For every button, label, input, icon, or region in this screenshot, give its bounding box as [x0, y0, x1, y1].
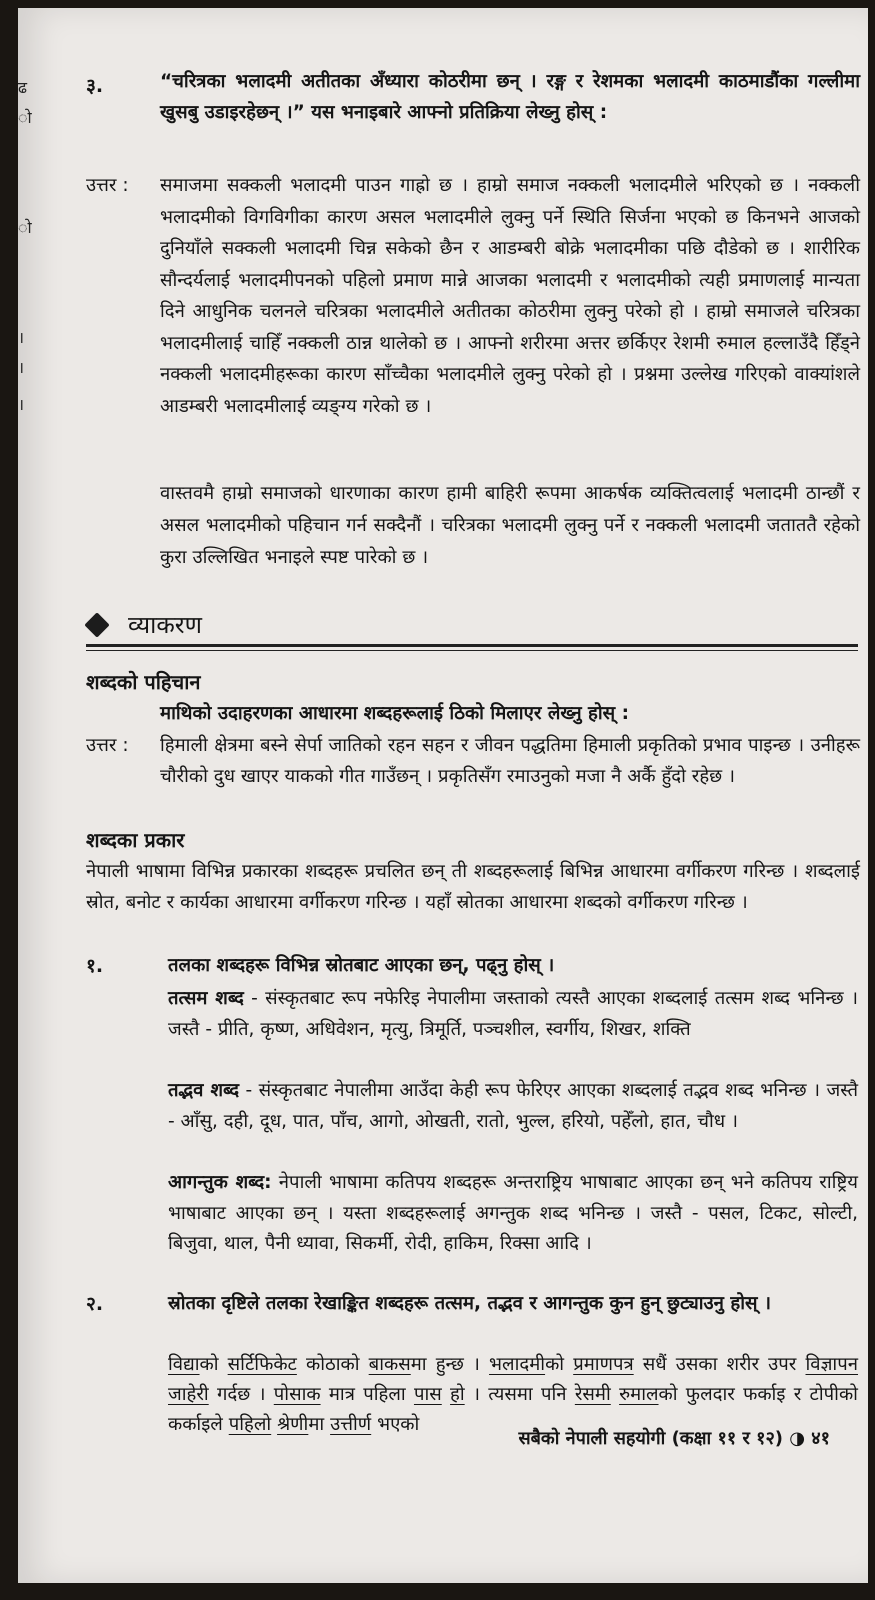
item-heading: स्रोतका दृष्टिले तलका रेखाङ्कित शब्दहरू तत्सम, तद्भव र आगन्तुक कुन हुन् छुट्याउनु होस् । [168, 1293, 771, 1314]
answer-paragraph: वास्तवमै हाम्रो समाजको धारणाका कारण हामी बाहिरी रूपमा आकर्षक व्यक्तित्वलाई भलादमी ठान्छौं र असल भलादमीको पहिचान गर्न सक्दैनौं । चरित्रका भलादमी लुक्नु पर्ने र नक्कली भलादमी जताततै रहेको कुरा उल्लिखित भनाइले स्पष्ट पारेको छ । [160, 483, 860, 568]
divider [86, 650, 858, 651]
book-page [18, 8, 868, 1583]
underlined-word: श्रेणी [277, 1414, 309, 1435]
subheading: शब्दका प्रकार [86, 828, 185, 852]
edge-mark: । [18, 395, 25, 414]
text-segment: भएको [371, 1414, 420, 1435]
underlined-word: सर्टिफिकेट [227, 1354, 297, 1375]
text-segment: को [199, 1354, 228, 1375]
subheading: शब्दको पहिचान [86, 670, 201, 694]
term: तद्भव शब्द [168, 1080, 240, 1101]
underlined-word: पास [413, 1384, 442, 1405]
item-number: १. [86, 955, 104, 977]
diamond-bullet-icon [84, 612, 109, 637]
underlined-word: विज्ञापन [805, 1354, 859, 1375]
underlined-word: पोसाक [273, 1384, 321, 1405]
edge-mark: ो [18, 218, 32, 237]
underlined-word: रेसमी [574, 1384, 611, 1405]
text-segment: मात्र पहिला [320, 1384, 414, 1405]
edge-mark: ो [18, 108, 32, 127]
text-segment: मा [308, 1414, 331, 1435]
instruction: माथिको उदाहरणका आधारमा शब्दहरूलाई ठिको मिलाएर लेख्नु होस् : [160, 703, 629, 724]
term: आगन्तुक शब्द: [168, 1172, 272, 1193]
answer-label: उत्तर : [86, 175, 129, 196]
underlined-word: बाकस [368, 1354, 411, 1375]
page-footer: सबैको नेपाली सहयोगी (कक्षा ११ र १२) ◑ ४१ [518, 1428, 830, 1449]
definition-text: नेपाली भाषामा कतिपय शब्दहरू अन्तराष्ट्रिय भाषाबाट आएका छन् भने कतिपय राष्ट्रिय भाषाबाट आएका छन् । यस्ता शब्दहरूलाई अगन्तुक शब्द भनिन्छ । जस्तै - पसल, टिकट, सोल्टी, बिजुवा, थाल, पैनी ध्यावा, सिकर्मी, रोदी, हाकिम, रिक्सा आदि । [168, 1172, 858, 1254]
definition-text: - संस्कृतबाट नेपालीमा आउँदा केही रूप फेरिएर आएका शब्दलाई तद्भव शब्द भनिन्छ । जस्तै - आँसु, दही, दूध, पात, पाँच, आगो, ओखती, रातो, भुल्ल, हरियो, पहेँलो, हात, चौध । [168, 1080, 858, 1132]
text-segment: को [545, 1354, 574, 1375]
text-segment: सधैं उसका शरीर उपर [633, 1354, 806, 1375]
underlined-word: जाहेरी [168, 1384, 209, 1405]
underlined-word: हो [450, 1384, 465, 1405]
text-segment: कोठाको [296, 1354, 369, 1375]
underlined-word: भलादमी [489, 1354, 546, 1375]
answer-label: उत्तर : [86, 735, 129, 756]
underlined-word: रुमाल [619, 1384, 659, 1405]
definition [168, 1168, 858, 1260]
item-heading: तलका शब्दहरू विभिन्न स्रोतबाट आएका छन्, पढ्नु होस् । [168, 955, 555, 976]
divider [86, 644, 858, 647]
text-segment: मा हुन्छ । [410, 1354, 490, 1375]
text-segment: को फुलदार फर्काइ र टोपीको कर्काइले [168, 1384, 858, 1435]
definition-text: - संस्कृतबाट रूप नफेरिइ नेपालीमा जस्ताको त्यस्तै आएका शब्दलाई तत्सम शब्द भनिन्छ । जस्तै - प्रीति, कृष्ण, अधिवेशन, मृत्यु, त्रिमूर्ति, पञ्चशील, स्वर्गीय, शिखर, शक्ति [168, 988, 858, 1040]
question-number: ३. [86, 75, 104, 97]
underlined-word: प्रमाणपत्र [573, 1354, 634, 1375]
underlined-word: पहिलो [228, 1414, 272, 1435]
text-segment: गर्दछ । [208, 1384, 274, 1405]
underlined-word: उत्तीर्ण [330, 1414, 372, 1435]
definition [168, 1076, 858, 1137]
term: तत्सम शब्द [168, 988, 244, 1009]
intro-paragraph: नेपाली भाषामा विभिन्न प्रकारका शब्दहरू प्रचलित छन् ती शब्दहरूलाई बिभिन्न आधारमा वर्गीकरण गरिन्छ । शब्दलाई स्रोत, बनोट र कार्यका आधारमा वर्गीकरण गरिन्छ । यहाँ स्रोतका आधारमा शब्दको वर्गीकरण गरिन्छ । [86, 861, 860, 913]
underlined-word: विद्या [168, 1354, 200, 1375]
answer-paragraph: समाजमा सक्कली भलादमी पाउन गाह्रो छ । हाम्रो समाज नक्कली भलादमीले भरिएको छ । नक्कली भलादमीको विगविगीका कारण असल भलादमीले लुक्नु पर्ने स्थिति सिर्जना भएको छ किनभने आजको दुनियाँले सक्कली भलादमी चिन्न सकेको छैन र आडम्बरी बोक्रे भलादमीका पछि दौडेको छ । शारीरिक सौन्दर्यलाई भलादमीपनको पहिलो प्रमाण मान्ने आजका भलादमी र भलादमीको त्यही प्रमाणलाई मान्यता दिने आधुनिक चलनले चरित्रका भलादमीले अतीतका कोठरीमा लुक्नु परेको हो । हाम्रो समाजले चरित्रका भलादमीलाई चाहिँ नक्कली ठान्न थालेको छ । आफ्नो शरीरमा अत्तर छर्किएर रेशमी रुमाल हल्लाउँदै हिँड्ने नक्कली भलादमीहरूका कारण साँच्चैका भलादमीले लुक्नु परेको हो । प्रश्नमा उल्लेख गरिएको वाक्यांशले आडम्बरी भलादमीलाई व्यङ्ग्य गरेको छ । [160, 175, 860, 417]
edge-mark: ढ [18, 78, 28, 97]
edge-mark: । [18, 328, 25, 347]
section-title-text: व्याकरण [128, 611, 202, 639]
definition [168, 984, 858, 1045]
text-segment [442, 1384, 450, 1405]
answer-paragraph: हिमाली क्षेत्रमा बस्ने सेर्पा जातिको रहन सहन र जीवन पद्धतिमा हिमाली प्रकृतिको प्रभाव पाइन्छ । उनीहरू चौरीको दुध खाएर याकको गीत गाउँछन् । प्रकृतिसँग रमाउनुको मजा नै अर्कै हुँदो रहेछ । [160, 735, 860, 787]
text-segment [611, 1384, 619, 1405]
edge-mark: । [18, 358, 25, 377]
question-text: “चरित्रका भलादमी अतीतका अँध्यारा कोठरीमा छन् । रङ्ग र रेशमका भलादमी काठमाडौंका गल्लीमा खुसबु उडाइरहेछन् ।” यस भनाइबारे आफ्नो प्रतिक्रिया लेख्नु होस् : [160, 71, 860, 123]
item-number: २. [86, 1293, 104, 1315]
section-title [88, 608, 202, 641]
text-segment: । त्यसमा पनि [464, 1384, 575, 1405]
